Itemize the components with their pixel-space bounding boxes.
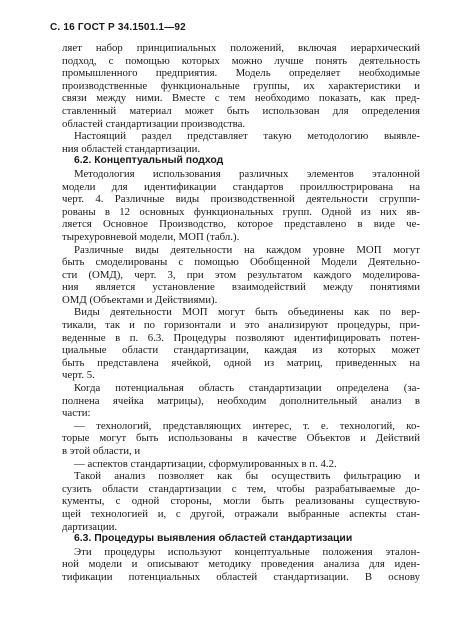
text-line: щей технологией и, с другой, отражали выбранные аспекты стан- [62,507,420,520]
text-line: Эти процедуры используют концептуальные положения эталон- [74,545,420,558]
text-line: ляется Основное Производство, которое представлено в виде че- [62,218,420,231]
text-line: сти (ОМД), черт. 3, при этом результатом каждого моделирова- [62,268,420,281]
text-line: ния является установление взаимодействий между понятиями [62,281,420,294]
text-line: кументы, с одной стороны, могли быть реализованы существую- [62,495,420,508]
text-line: — аспектов стандартизации, сформулированных в п. 4.2. [74,457,337,470]
text-line: Когда потенциальная область стандартизации определена (за- [74,382,420,395]
text-line: в этой области, и [62,445,141,457]
text-line: Настоящий раздел представляет такую методологию выявле- [74,130,420,143]
text-line: циальные области стандартизации, каждая из которых может [62,344,420,357]
section-heading: 6.3. Процедуры выявления областей стандартизации [74,533,353,545]
text-line: быть смоделированы с помощью Обобщенной Модели Деятельно- [62,256,420,269]
text-line: рованы в 12 основных функциональных групп. Одной из них яв- [62,205,420,218]
text-line: областей стандартизации производства. [62,117,246,130]
text-line: ния областей стандартизации. [62,142,201,155]
text-line: черт. 4. Различные виды производственной деятельности сгруппи- [62,193,420,206]
text-line: веденные в п. 6.3. Процедуры позволяют идентифицировать потен- [62,331,420,344]
text-line: связи между ними. Вместе с тем необходимо показать, как пред- [62,92,420,105]
section-heading: 6.2. Концептуальный подход [74,155,224,167]
text-line: полнена ячейка матрицы), необходим дополнительный анализ в [62,394,420,407]
text-line: Такой анализ позволяет как бы осуществить фильтрацию и [74,470,420,483]
text-line: ной модели и описывают методику проведения анализа для иден- [62,558,420,571]
text-line: части: [62,407,91,420]
text-line: черт. 5. [62,369,95,382]
text-line: тификации потенциальных областей стандартизации. В основу [62,570,420,583]
text-line: Различные виды деятельности на каждом уровне МОП могут [74,243,420,256]
text-line: производственные функциональные группы, их характеристики и [62,79,420,92]
text-line: тикали, так и по горизонтали и это анализируют процедуры, при- [62,319,420,332]
text-line: дартизации. [62,520,118,533]
text-line: ляет набор принципиальных положений, включая иерархический [62,42,420,54]
text-line: сузить области стандартизации с тем, чтобы разрабатываемые до- [62,482,420,495]
text-line: ставленный материал может быть использован для определения [62,104,420,117]
text-line: торые могут быть использованы в качестве Объектов и Действий [62,432,420,445]
page-header: С. 16 ГОСТ Р 34.1501.1—92 [50,22,186,33]
text-line: ОМД (Объектами и Действиями). [62,293,218,306]
text-line: модели для идентификации стандартов проиллюстрирована на [62,180,420,193]
text-line: Методология использования различных элементов эталонной [74,167,420,180]
text-line: подход, с помощью которых можно лучше понять деятельность [62,54,420,67]
text-line: тырехуровневой модели, МОП (табл.). [62,230,240,243]
text-line: Виды деятельности МОП могут быть объединены как по вер- [74,306,420,319]
text-line: быть представлена ячейкой, одной из матриц, приведенных на [62,356,420,369]
text-line: — технологий, представляющих интерес, т. е. технологий, ко- [74,419,420,432]
text-line: промышленного предприятия. Модель определяет необходимые [62,67,420,80]
body-text [62,42,420,584]
